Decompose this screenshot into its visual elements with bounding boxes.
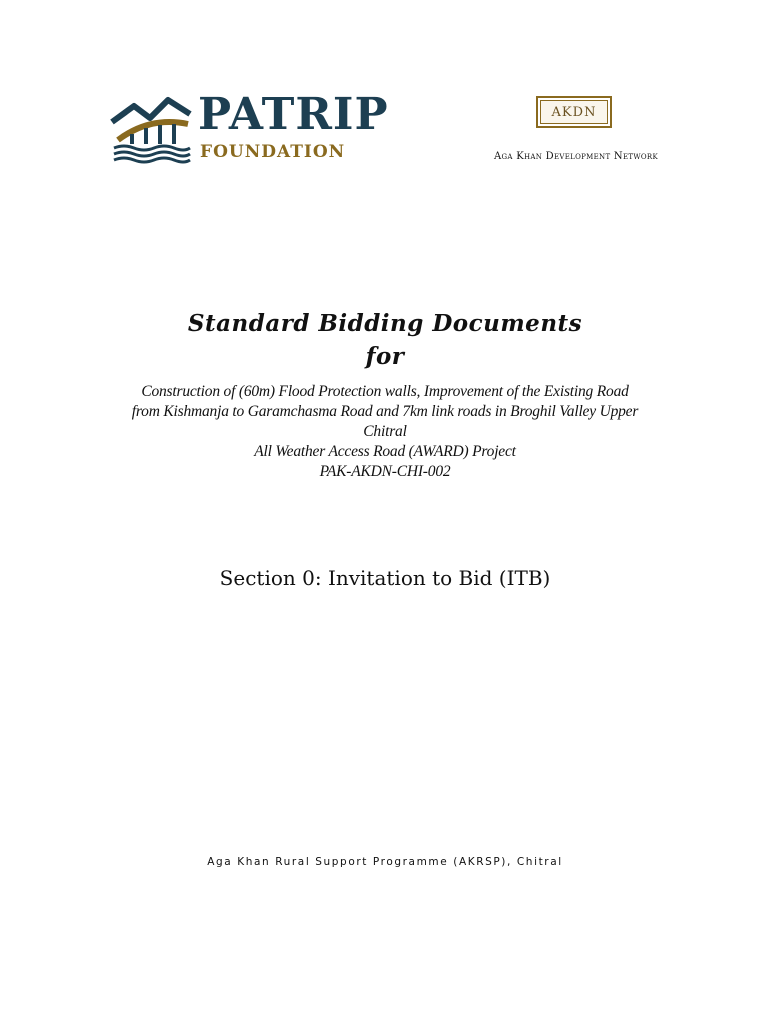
- akdn-caption: Aga Khan Development Network: [494, 151, 658, 162]
- project-code: PAK-AKDN-CHI-002: [319, 463, 451, 480]
- akdn-badge-text: AKDN: [540, 100, 608, 124]
- project-name: All Weather Access Road (AWARD) Project: [254, 443, 516, 460]
- description-line: from Kishmanja to Garamchasma Road and 7km link roads in Broghil Valley Upper: [131, 403, 639, 420]
- footer-organization: Aga Khan Rural Support Programme (AKRSP), Chitral: [207, 856, 563, 868]
- section-title: Section 0: Invitation to Bid (ITB): [219, 566, 551, 590]
- patrip-foundation-logo: [110, 89, 410, 166]
- foundation-wordmark: FOUNDATION: [200, 142, 346, 162]
- description-line: Chitral: [363, 423, 407, 440]
- patrip-wordmark: PATRIP: [198, 89, 389, 140]
- document-title: Standard Bidding Documents: [187, 310, 583, 337]
- akdn-logo: [536, 96, 612, 128]
- description-line: Construction of (60m) Flood Protection walls, Improvement of the Existing Road: [141, 383, 629, 400]
- bridge-mountain-icon: [110, 94, 192, 166]
- document-title-for: for: [365, 343, 405, 370]
- project-description: [90, 382, 680, 482]
